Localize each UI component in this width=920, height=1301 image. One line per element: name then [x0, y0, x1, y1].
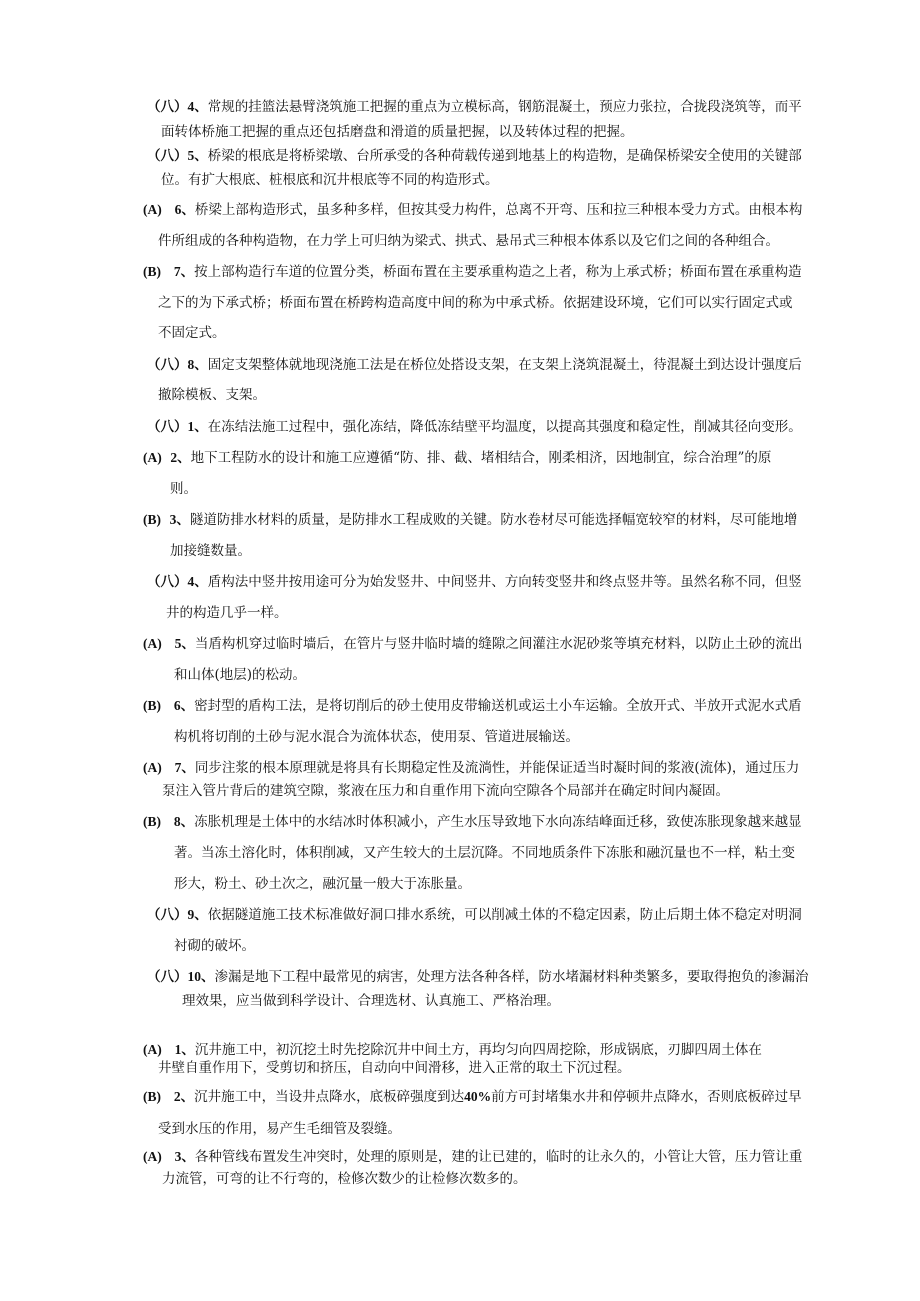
- answer-mark: （八）: [147, 148, 188, 163]
- item-text-line: 井壁自重作用下，受剪切和挤压，自动向中间滑移，进入正常的取土下沉过程。: [158, 1060, 631, 1076]
- item-text-line: 位。有扩大根底、桩根底和沉井根底等不同的构造形式。: [161, 172, 499, 188]
- item-text-line: 各种管线布置发生冲突时，处理的原则是，建的让已建的，临时的让永久的，小管让大管，压力管让重: [194, 1149, 803, 1165]
- item-text-line: 同步注浆的根本原理就是将具有长期稳定性及流淌性，并能保证适当时凝时间的浆液(流体)，通过压力: [194, 760, 800, 776]
- item-text-line: 和山体(地层)的松动。: [174, 667, 307, 683]
- item-text-line: 盾构法中竖井按用途可分为始发竖井、中间竖井、方向转变竖井和终点竖井等。虽然名称不同，但竖: [207, 574, 802, 590]
- item-number: 4、: [187, 574, 208, 589]
- item-number: 7、: [174, 760, 195, 775]
- item-first-line: [147, 418, 802, 436]
- answer-mark: （八）: [147, 99, 188, 114]
- item-number: 5、: [174, 636, 195, 651]
- item-first-line: [147, 968, 809, 986]
- item-number: 1、: [187, 419, 208, 434]
- item-number: 6、: [173, 698, 195, 713]
- item-number: 3、: [174, 1149, 195, 1164]
- item-number: 6、: [174, 202, 195, 217]
- answer-mark: (B): [143, 264, 161, 279]
- item-first-line: [143, 759, 799, 777]
- item-text-line: 衬砌的破坏。: [174, 938, 255, 954]
- strength-percent: 40%: [464, 1089, 492, 1104]
- item-number: 5、: [187, 148, 208, 163]
- item-number: 1、: [174, 1042, 195, 1057]
- item-text-line: 桥梁的根底是将桥梁墩、台所承受的各种荷载传递到地基上的构造物，是确保桥梁安全使用的关键部: [207, 148, 802, 164]
- item-first-line: [143, 449, 771, 467]
- item-text-line: 密封型的盾构工法，是将切削后的砂土使用皮带输送机或运土小车运输。全放开式、半放开式泥水式盾: [194, 698, 802, 714]
- item-text-line: 力流管，可弯的让不行弯的，检修次数少的让检修次数多的。: [162, 1171, 527, 1187]
- item-first-line: [147, 573, 802, 591]
- item-text-line: 加接缝数量。: [170, 543, 251, 559]
- item-number: 7、: [173, 264, 195, 279]
- item-number: 3、: [169, 512, 190, 527]
- answer-mark: (B): [143, 512, 161, 527]
- answer-mark: (B): [143, 698, 161, 713]
- item-text-line: 面转体桥施工把握的重点还包括磨盘和滑道的质量把握，以及转体过程的把握。: [161, 124, 634, 140]
- answer-mark: (A): [143, 202, 162, 217]
- item-text-line: 当盾构机穿过临时墙后，在管片与竖井临时墙的缝隙之间灌注水泥砂浆等填充材料，以防止土砂的流出: [194, 636, 803, 652]
- item-first-line: [143, 511, 797, 529]
- item-text-line: 井的构造几乎一样。: [166, 605, 288, 621]
- item-number: 8、: [187, 357, 208, 372]
- item-text-line: 渗漏是地下工程中最常见的病害，处理方法各种各样，防水堵漏材料种类繁多，要取得抱负的渗漏治: [214, 969, 809, 985]
- item-number: 2、: [173, 1089, 195, 1104]
- item-text-line: 泵注入管片背后的建筑空隙，浆液在压力和自重作用下流向空隙各个局部并在确定时间内凝固。: [162, 783, 729, 799]
- item-first-line: [143, 1041, 762, 1059]
- item-text-tail: 前方可封堵集水井和停顿井点降水，否则底板碎过早: [491, 1089, 802, 1105]
- answer-mark: （八）: [147, 907, 188, 922]
- answer-mark: （八）: [147, 357, 188, 372]
- item-text-line: 地下工程防水的设计和施工应遵循“防、排、截、堵相结合，刚柔相济，因地制宜，综合治理”的原: [190, 450, 772, 466]
- item-first-line: [143, 201, 802, 219]
- item-text-line: 则。: [170, 481, 197, 497]
- item-text-line: 沉井施工中，当设井点降水，底板碎强度到达: [194, 1089, 465, 1105]
- answer-mark: (A): [143, 1042, 162, 1057]
- item-number: 10、: [187, 969, 215, 984]
- answer-mark: (A): [143, 450, 162, 465]
- item-text-line: 形大，粉土、砂土次之，融沉量一般大于冻胀量。: [174, 876, 471, 892]
- item-text-line: 隧道防排水材料的质量，是防排水工程成败的关键。防水卷材尽可能选择幅宽较窄的材料，尽可能地增: [189, 512, 798, 528]
- item-text-line: 固定支架整体就地现浇施工法是在桥位处搭设支架，在支架上浇筑混凝土，待混凝土到达设计强度后: [207, 357, 802, 373]
- answer-mark: (A): [143, 1149, 162, 1164]
- item-first-line: [143, 263, 802, 281]
- item-first-line: [143, 697, 802, 715]
- item-first-line: [143, 635, 802, 653]
- item-text-line: 之下的为下承式桥；桥面布置在桥跨构造高度中间的称为中承式桥。依据建设环境，它们可以实行固定式或: [158, 295, 793, 311]
- answer-mark: (B): [143, 814, 161, 829]
- item-text-line: 件所组成的各种构造物，在力学上可归纳为梁式、拱式、悬吊式三种根本体系以及它们之间的各种组合。: [158, 233, 779, 249]
- item-text-line: 构机将切削的土砂与泥水混合为流体状态，使用泵、管道进展输送。: [174, 729, 579, 745]
- item-number: 8、: [173, 814, 195, 829]
- answer-mark: （八）: [147, 574, 188, 589]
- answer-mark: (A): [143, 636, 162, 651]
- item-text-line: 撤除模板、支架。: [158, 387, 266, 403]
- answer-mark: (A): [143, 760, 162, 775]
- item-text-line: 不固定式。: [158, 325, 226, 341]
- item-first-line: [143, 813, 802, 831]
- item-text-line: 在冻结法施工过程中，强化冻结，降低冻结壁平均温度，以提高其强度和稳定性，削减其径向变形。: [207, 419, 802, 435]
- item-text-line: 受到水压的作用，易产生毛细管及裂缝。: [158, 1121, 401, 1137]
- item-text-line: 沉井施工中，初沉挖土时先挖除沉井中间土方，再均匀向四周挖除，形成锅底，刃脚四周土体在: [194, 1042, 762, 1058]
- item-text-line: 桥梁上部构造形式，虽多种多样，但按其受力构件，总离不开弯、压和拉三种根本受力方式。由根本构: [194, 202, 803, 218]
- answer-mark: （八）: [147, 969, 188, 984]
- item-first-line: [147, 98, 802, 116]
- item-first-line: [147, 147, 802, 165]
- item-text-line: 冻胀机理是土体中的水结冰时体积减小，产生水压导致地下水向冻结峰面迁移，致使冻胀现象越来越显: [194, 814, 802, 830]
- item-first-line: [143, 1148, 802, 1166]
- item-text-line: 理效果，应当做到科学设计、合理选材、认真施工、严格治理。: [182, 993, 560, 1009]
- item-first-line: [147, 356, 802, 374]
- answer-mark: (B): [143, 1089, 161, 1104]
- item-text-line: 常规的挂篮法悬臂浇筑施工把握的重点为立模标高，钢筋混凝土，预应力张拉，合拢段浇筑等，而平: [207, 99, 802, 115]
- item-number: 4、: [187, 99, 208, 114]
- answer-mark: （八）: [147, 419, 188, 434]
- item-text-line: 著。当冻土溶化时，体积削减，又产生较大的土层沉降。不同地质条件下冻胀和融沉量也不一样，粘土变: [174, 845, 795, 861]
- item-number: 9、: [187, 907, 208, 922]
- item-first-line: [147, 906, 802, 924]
- item-text-line: 按上部构造行车道的位置分类，桥面布置在主要承重构造之上者，称为上承式桥；桥面布置在承重构造: [194, 264, 802, 280]
- item-number: 2、: [170, 450, 191, 465]
- item-text-line: 依据隧道施工技术标准做好洞口排水系统，可以削减土体的不稳定因素，防止后期土体不稳定对明洞: [207, 907, 802, 923]
- item-first-line: [143, 1088, 802, 1106]
